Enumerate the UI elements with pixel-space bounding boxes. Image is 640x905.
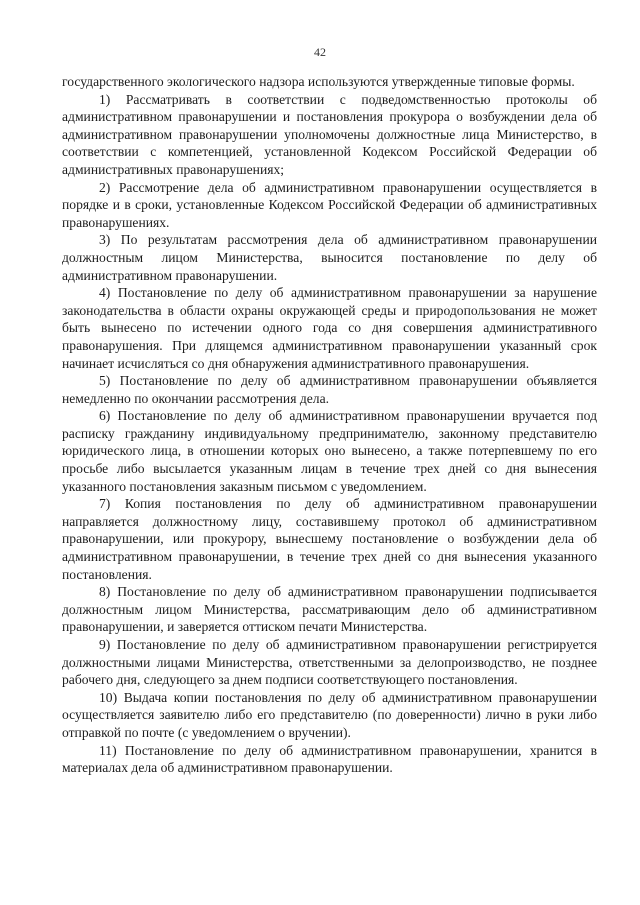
page-number: 42	[314, 45, 326, 59]
paragraph-item-8: 8) Постановление по делу об административном правонарушении подписывается должностным лицом Министерства, рассматривающим дело об административном правонарушении, и заверяется оттиском печати Министерства.	[62, 584, 597, 635]
paragraph-continuation: государственного экологического надзора используются утвержденные типовые формы.	[62, 74, 575, 89]
paragraph-item-1: 1) Рассматривать в соответствии с подведомственностью протоколы об административном правонарушении и постановления прокурора о возбуждении дела об административном правонарушении уполномочены должностные лица Министерство, в соответствии с компетенцией, установленной Кодексом Российской Федерации об административных правонарушениях;	[62, 91, 597, 177]
paragraph-item-11: 11) Постановление по делу об административном правонарушении, хранится в материалах дела об административном правонарушении.	[62, 742, 597, 776]
paragraph-item-7: 7) Копия постановления по делу об административном правонарушении направляется должностному лицу, составившему протокол об административном правонарушении, или прокурору, вынесшему постановление о возбуждении дела об административном правонарушении, в течение трех дней со дня вынесения указанного постановления.	[62, 496, 597, 582]
paragraph-item-3: 3) По результатам рассмотрения дела об административном правонарушении должностным лицом Министерства, выносится постановление по делу об административном правонарушении.	[62, 232, 597, 283]
paragraph-item-6: 6) Постановление по делу об административном правонарушении вручается под расписку гражданину индивидуальному предпринимателю, законному представителю юридического лица, в отношении которых оно вынесено, а также потерпевшему по его просьбе либо высылается указанным лицам в течение трех дней со дня вынесения указанного постановления заказным письмом с уведомлением.	[62, 408, 597, 494]
document-body	[62, 73, 597, 777]
paragraph-item-4: 4) Постановление по делу об административном правонарушении за нарушение законодательства в области охраны окружающей среды и природопользования не может быть вынесено по истечении одного года со дня совершения административного правонарушения. При длящемся административном правонарушении указанный срок начинает исчисляться со дня обнаружения административного правонарушения.	[62, 285, 597, 371]
paragraph-item-10: 10) Выдача копии постановления по делу об административном правонарушении осуществляется заявителю либо его представителю (по доверенности) лично в руки либо отправкой по почте (с уведомлением о вручении).	[62, 689, 597, 740]
paragraph-item-2: 2) Рассмотрение дела об административном правонарушении осуществляется в порядке и в сроки, установленные Кодексом Российской Федерации об административных правонарушениях.	[62, 179, 597, 230]
paragraph-item-5: 5) Постановление по делу об административном правонарушении объявляется немедленно по окончании рассмотрения дела.	[62, 373, 597, 406]
paragraph-item-9: 9) Постановление по делу об административном правонарушении регистрируется должностными лицами Министерства, ответственными за делопроизводство, не позднее рабочего дня, следующего за днем подписи соответствующего постановления.	[62, 637, 597, 688]
